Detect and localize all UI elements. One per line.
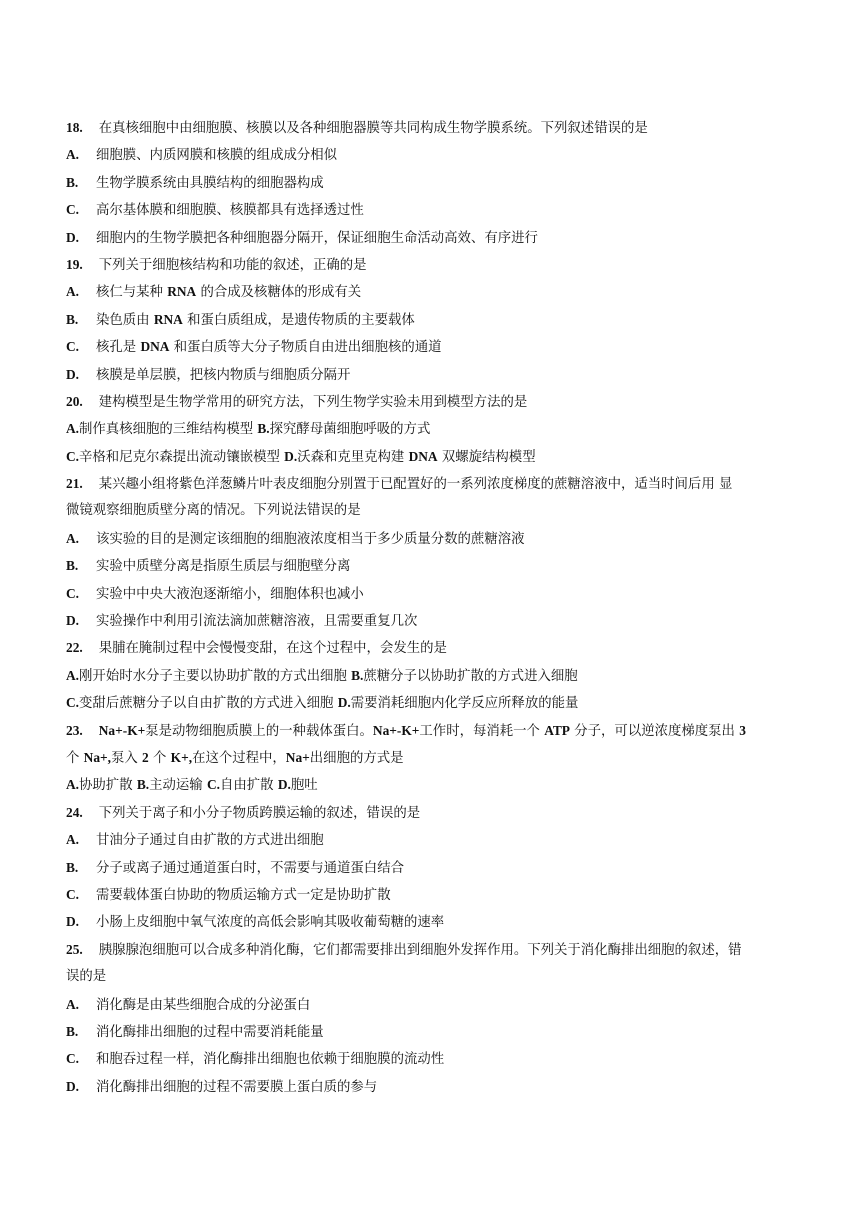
question-number: 19. [66,256,83,272]
question-23-stem [66,717,800,744]
ion-term: K+, [170,749,193,765]
question-text: 泵入 [111,750,143,766]
option-text-pre: 核仁与某种 [96,285,168,301]
option-label: A. [66,530,80,546]
q20-options-cd [66,443,800,470]
ion-term: Na+ [285,749,310,765]
option-text: 变甜后蔗糖分子以自由扩散的方式进入细胞 [79,696,338,712]
option-text-pre: 沃森和克里克构建 [297,449,409,465]
option-label: C. [66,886,80,902]
option-label: C. [66,448,80,464]
q18-option-c [66,196,800,223]
option-text: 消化酶排出细胞的过程不需要膜上蛋白质的参与 [96,1079,378,1095]
option-term: RNA [153,311,183,327]
question-25-stem [66,936,800,963]
option-text: 辛格和尼克尔森提出流动镶嵌模型 [79,449,285,465]
q24-option-d [66,908,800,935]
question-text: 微镜观察细胞质壁分离的情况。下列说法错误的是 [66,503,361,519]
option-text: 消化酶排出细胞的过程中需要消耗能量 [96,1024,324,1040]
q19-option-c [66,333,800,360]
q24-option-b [66,854,800,881]
option-text: 消化酶是由某些细胞合成的分泌蛋白 [96,997,311,1013]
option-label: B. [257,421,270,437]
question-21-stem [66,470,800,497]
option-text: 和胞吞过程一样，消化酶排出细胞也依赖于细胞膜的流动性 [96,1052,445,1068]
q25-option-a [66,991,800,1018]
question-number: 24. [66,804,83,820]
option-label: D. [66,1078,80,1094]
question-text: 在真核细胞中由细胞膜、核膜以及各种细胞器膜等共同构成生物学膜系统。下列叙述错误的是 [98,121,648,136]
option-text: 探究酵母菌细胞呼吸的方式 [269,422,431,438]
atp-term: ATP [544,722,570,738]
option-text: 实验操作中利用引流法滴加蔗糖溶液，且需要重复几次 [96,614,418,630]
option-label: A. [66,147,80,163]
q24-option-c [66,881,800,908]
q18-option-d [66,224,800,251]
option-term: DNA [408,448,438,464]
ion-term: Na+-K+ [98,722,146,738]
option-label: B. [66,1023,79,1039]
question-text: 工作时，每消耗一个 [419,723,545,739]
q21-option-b [66,552,800,579]
option-text: 甘油分子通过自由扩散的方式进出细胞 [96,833,324,849]
option-label: C. [66,585,80,601]
option-label: D. [277,777,291,793]
q20-options-ab [66,415,800,442]
option-text: 实验中质壁分离是指原生质层与细胞壁分离 [96,559,351,575]
option-text: 实验中中央大液泡逐渐缩小，细胞体积也减小 [96,586,364,602]
option-label: A. [66,996,80,1012]
option-text: 核膜是单层膜，把核内物质与细胞质分隔开 [96,367,351,383]
question-24-stem [66,799,800,826]
ion-term: Na+-K+ [372,722,420,738]
option-text-post: 双螺旋结构模型 [437,449,536,465]
option-text-pre: 核孔是 [96,340,141,356]
question-list [66,114,800,1100]
q19-option-a [66,278,800,305]
q25-option-c [66,1045,800,1072]
option-text: 该实验的目的是测定该细胞的细胞液浓度相当于多少质量分数的蔗糖溶液 [96,531,525,547]
option-text: 自由扩散 [220,778,278,794]
option-text-post: 和蛋白质组成，是遗传物质的主要载体 [182,312,415,328]
question-number: 18. [66,120,83,135]
option-text: 小肠上皮细胞中氧气浓度的高低会影响其吸收葡萄糖的速率 [96,915,445,931]
option-label: B. [136,777,150,793]
q25-option-d [66,1073,800,1100]
option-label: B. [66,558,79,574]
option-label: D. [66,366,80,382]
option-text: 协助扩散 [79,778,137,794]
option-label: B. [66,311,79,327]
option-label: C. [66,1051,80,1067]
q18-option-b [66,169,800,196]
option-term: DNA [140,339,170,355]
option-text: 制作真核细胞的三维结构模型 [79,422,258,438]
question-number: 25. [66,941,83,957]
option-text: 分子或离子通过通道蛋白时，不需要与通道蛋白结合 [96,860,404,876]
q21-option-d [66,607,800,634]
question-19-stem [66,251,800,278]
question-20-stem [66,388,800,415]
option-label: C. [66,339,80,355]
option-label: D. [66,613,80,629]
option-label: C. [206,777,220,793]
option-text-pre: 染色质由 [96,312,154,328]
option-text-post: 和蛋白质等大分子物质自由进出细胞核的通道 [169,340,442,356]
option-label: A. [66,284,80,300]
option-text: 胞吐 [290,778,318,794]
q18-option-a [66,141,800,168]
option-label: D. [337,695,351,711]
question-text: 下列关于离子和小分子物质跨膜运输的叙述，错误的是 [98,805,421,821]
question-21-stem-cont [66,497,800,524]
question-text: 分子，可以逆浓度梯度泵出 [570,723,740,739]
q19-option-b [66,306,800,333]
question-18-stem [66,114,800,141]
q25-option-b [66,1018,800,1045]
option-text-post: 的合成及核糖体的形成有关 [196,285,362,301]
count-term: 2 [142,749,149,765]
q22-options-ab [66,662,800,689]
question-text: 胰腺腺泡细胞可以合成多种消化酶，它们都需要排出到细胞外发挥作用。下列关于消化酶排出细胞的叙述，错 [98,942,742,958]
option-label: D. [284,448,298,464]
question-text: 个 [66,750,84,766]
option-label: D. [66,914,80,930]
option-text: 蔗糖分子以协助扩散的方式进入细胞 [363,668,578,684]
option-label: A. [66,667,80,683]
question-text: 下列关于细胞核结构和功能的叙述，正确的是 [98,257,367,273]
question-23-stem-cont [66,744,800,771]
option-label: D. [66,229,80,245]
option-label: B. [66,859,79,875]
q23-options [66,771,800,798]
option-text: 生物学膜系统由具膜结构的细胞器构成 [96,175,324,191]
option-text: 高尔基体膜和细胞膜、核膜都具有选择透过性 [96,203,364,219]
q21-option-a [66,525,800,552]
question-number: 22. [66,640,83,656]
question-number: 23. [66,722,83,738]
question-number: 20. [66,393,83,409]
option-text: 刚开始时水分子主要以协助扩散的方式出细胞 [79,668,352,684]
option-text: 细胞膜、内质网膜和核膜的组成成分相似 [96,148,338,164]
option-text: 细胞内的生物学膜把各种细胞器分隔开，保证细胞生命活动高效、有序进行 [96,230,538,246]
question-text: 出细胞的方式是 [309,750,404,766]
q24-option-a [66,826,800,853]
option-label: C. [66,202,80,218]
option-text: 需要载体蛋白协助的物质运输方式一定是协助扩散 [96,887,391,903]
option-label: A. [66,832,80,848]
question-text: 在这个过程中， [192,750,286,766]
question-22-stem [66,634,800,661]
option-label: A. [66,777,80,793]
option-label: C. [66,695,80,711]
q19-option-d [66,361,800,388]
question-text: 误的是 [66,969,107,985]
option-term: RNA [167,284,197,300]
question-text: 建构模型是生物学常用的研究方法，下列生物学实验未用到模型方法的是 [98,394,528,410]
option-label: B. [66,174,79,190]
question-text: 个 [148,750,171,766]
question-number: 21. [66,476,83,492]
question-text: 某兴趣小组将紫色洋葱鳞片叶表皮细胞分别置于已配置好的一系列浓度梯度的蔗糖溶液中，适当时间后用 显 [98,477,733,493]
question-text: 泵是动物细胞质膜上的一种载体蛋白。 [145,723,373,739]
q21-option-c [66,580,800,607]
question-25-stem-cont [66,963,800,990]
count-term: 3 [739,722,746,738]
question-text: 果脯在腌制过程中会慢慢变甜，在这个过程中，会发生的是 [98,641,447,657]
option-text: 主动运输 [149,778,207,794]
option-label: A. [66,421,80,437]
option-label: B. [351,667,364,683]
ion-term: Na+, [83,749,111,765]
option-text: 需要消耗细胞内化学反应所释放的能量 [350,696,579,712]
q22-options-cd [66,689,800,716]
